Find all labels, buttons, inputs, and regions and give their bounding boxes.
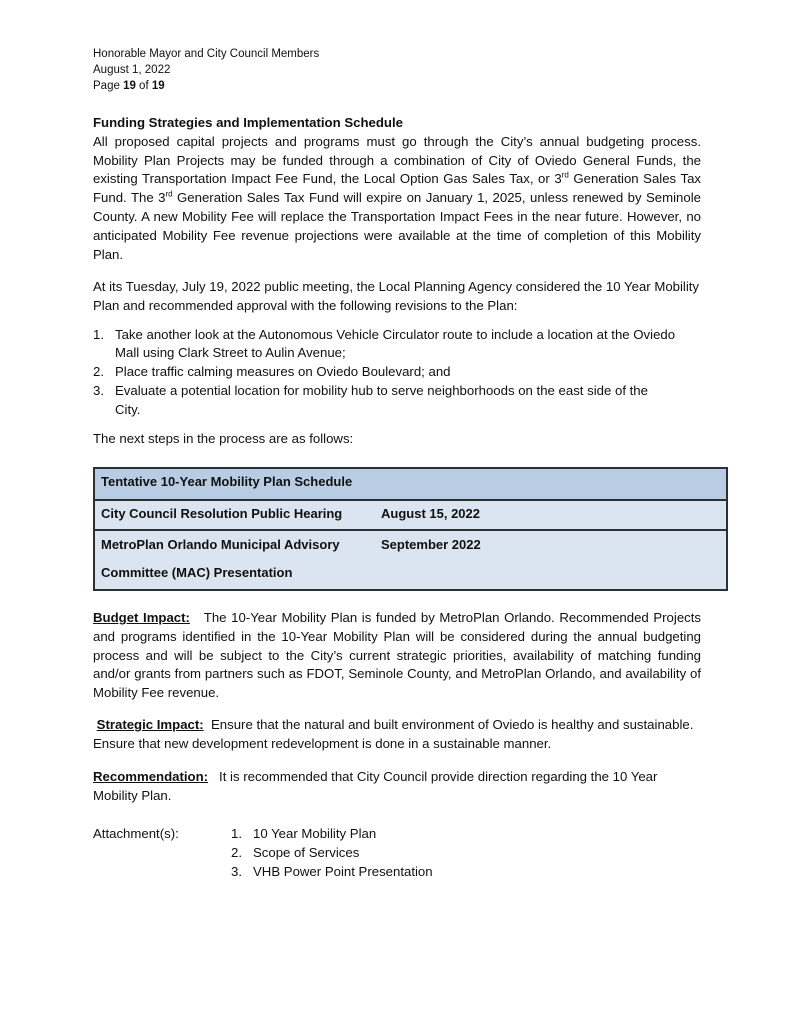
recipient-line: Honorable Mayor and City Council Members bbox=[93, 48, 320, 60]
page-current: 19 bbox=[123, 80, 136, 92]
attachments-list bbox=[231, 824, 531, 881]
event-cell: City Council Resolution Public Hearing bbox=[94, 500, 375, 530]
funding-section bbox=[93, 114, 701, 264]
attachments-label: Attachment(s): bbox=[93, 826, 179, 841]
list-item: 1. 10 Year Mobility Plan bbox=[231, 826, 377, 841]
date-cell: September 2022 bbox=[375, 530, 727, 590]
page-total: 19 bbox=[151, 80, 165, 92]
lpa-intro: At its Tuesday, July 19, 2022 public meeting, the Local Planning Agency considered the 10 Year Mobility Plan and recommended approval with the following revisions to the Plan: bbox=[93, 279, 700, 313]
list-item: 2. Place traffic calming measures on Oviedo Boulevard; and bbox=[93, 364, 451, 380]
funding-title: Funding Strategies and Implementation Schedule bbox=[93, 115, 403, 130]
lpa-section bbox=[93, 278, 701, 448]
budget-impact-paragraph: Budget Impact: The 10-Year Mobility Plan is funded by MetroPlan Orlando. Recommended Projects and programs identified in the 10-Year Mobility Plan will be considered during the annual budgeting process and will be subject to the City’s current strategic priorities, availability of matching funding and/or grants from partners such as FDOT, Seminole County, and MetroPlan Orlando, and availability of Mobility Fee revenue. bbox=[93, 610, 702, 701]
date-cell: August 15, 2022 bbox=[375, 500, 727, 530]
strategic-impact-label: Strategic Impact: bbox=[96, 717, 204, 732]
event-cell: MetroPlan Orlando Municipal Advisory Committee (MAC) Presentation bbox=[94, 530, 375, 590]
page-number-line: Page 19 of 19 bbox=[93, 80, 165, 92]
list-item: 1. Take another look at the Autonomous Vehicle Circulator route to include a location at the Oviedo Mall using Clark Street to Aulin Avenue; bbox=[93, 326, 676, 361]
recommendation-label: Recommendation: bbox=[93, 769, 209, 784]
table-row bbox=[94, 500, 727, 530]
table-header-row bbox=[94, 468, 727, 500]
recommendation-paragraph: Recommendation: It is recommended that City Council provide direction regarding the 10 Year Mobility Plan. bbox=[93, 769, 658, 803]
list-item: 3. Evaluate a potential location for mobility hub to serve neighborhoods on the east side of the City. bbox=[93, 382, 648, 417]
date-line: August 1, 2022 bbox=[93, 64, 171, 76]
funding-paragraph: All proposed capital projects and programs must go through the City’s annual budgeting process. Mobility Plan Projects may be funded through a combination of City of Oviedo General Funds, the existing Transportation Impact Fee Fund, the Local Option Gas Sales Tax, or 3rd Generation Sales Tax Fund. The 3rd Generation Sales Tax Fund will expire on January 1, 2025, unless renewed by Seminole County. A new Mobility Fee will replace the Transportation Impact Fees in the near future. However, no anticipated Mobility Fee revenue projections were available at the time of completion of this Mobility Plan. bbox=[93, 133, 701, 262]
schedule-table bbox=[93, 467, 728, 591]
lpa-revisions-list bbox=[93, 326, 701, 420]
table-row bbox=[94, 530, 727, 590]
budget-impact-label: Budget Impact: bbox=[93, 610, 190, 625]
schedule-title: Tentative 10-Year Mobility Plan Schedule bbox=[94, 468, 727, 500]
strategic-impact-paragraph: Strategic Impact: Ensure that the natural and built environment of Oviedo is healthy and sustainable. Ensure that new development redevelopment is done in a sustainable manner. bbox=[93, 717, 694, 751]
list-item: 3. VHB Power Point Presentation bbox=[231, 864, 433, 879]
list-item: 2. Scope of Services bbox=[231, 845, 360, 860]
next-steps-text: The next steps in the process are as follows: bbox=[93, 430, 354, 446]
letter-header bbox=[93, 46, 319, 94]
